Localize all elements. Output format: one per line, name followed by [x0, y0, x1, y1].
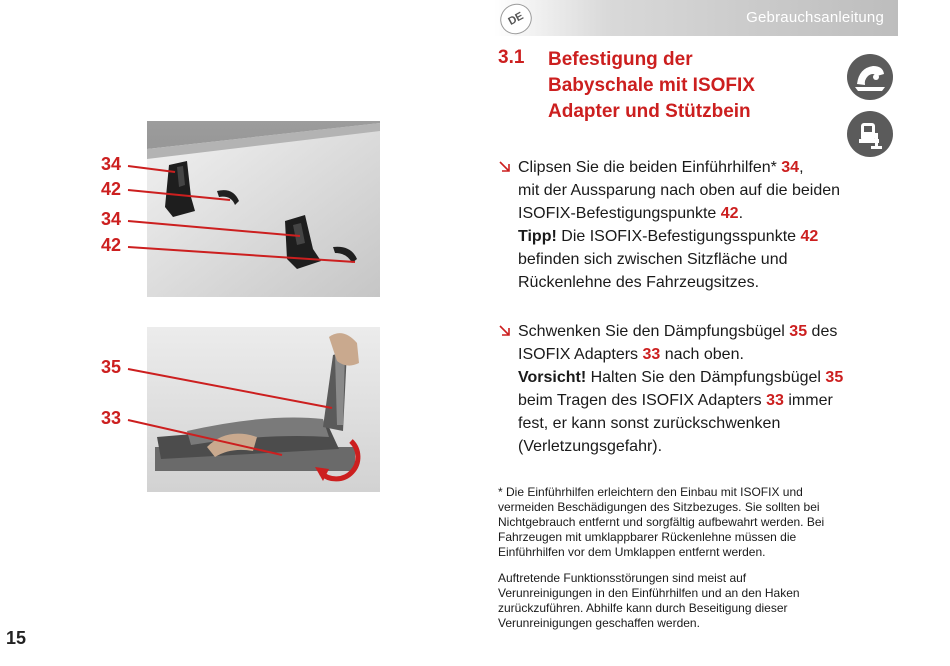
instruction-text: Rückenlehne des Fahrzeugsitzes. [518, 274, 760, 291]
note-line: Verunreinigungen in den Einführhilfen und an den Haken [498, 586, 800, 600]
instruction-text: nach oben. [660, 346, 744, 363]
instruction-text: Schwenken Sie den Dämpfungsbügel [518, 323, 790, 340]
header-title: Gebrauchsanleitung [746, 9, 884, 26]
footnote-line: vermeiden Beschädigungen des Sitzbezuges. Sie sollten bei [498, 500, 820, 514]
instruction-step [498, 320, 898, 458]
part-number: 42 [720, 205, 739, 222]
callout-number: 33 [101, 408, 122, 428]
instruction-text: ISOFIX-Befestigungspunkte [518, 205, 721, 222]
tip-label: Tipp! [518, 228, 557, 245]
note-line: Verunreinigungen geschaffen werden. [498, 616, 700, 630]
section-number: 3.1 [498, 47, 525, 68]
section-title [548, 47, 818, 125]
instruction-text: ISOFIX Adapters [518, 346, 643, 363]
damping-bracket-photo [147, 327, 380, 492]
instruction-step [498, 156, 898, 294]
callout-number: 35 [101, 357, 122, 377]
instruction-text: beim Tragen des ISOFIX Adapters [518, 392, 767, 409]
instruction-text: . [738, 205, 744, 222]
instruction-text: Die ISOFIX-Befestigungsspunkte [556, 228, 801, 245]
instruction-arrow-icon [498, 160, 512, 174]
instruction-text: Halten Sie den Dämpfungsbügel [586, 369, 826, 386]
part-number: 34 [781, 159, 800, 176]
instruction-text: immer [783, 392, 833, 409]
header-bar [494, 0, 898, 36]
isofix-seat-icon [847, 54, 893, 100]
instruction-text: fest, er kann sonst zurückschwenken [518, 415, 781, 432]
section-title-line: Babyschale mit ISOFIX [548, 75, 755, 96]
callout-number: 42 [101, 235, 122, 255]
note-line: zurückzuführen. Abhilfe kann durch Beseitigung dieser [498, 601, 788, 615]
footnote-line: Einführhilfen vor dem Umklappen entfernt werden. [498, 545, 766, 559]
part-number: 33 [642, 346, 661, 363]
instruction-text: mit der Aussparung nach oben auf die beiden [518, 182, 841, 199]
part-number: 35 [789, 323, 808, 340]
part-number: 33 [766, 392, 784, 409]
footnote-line: Fahrzeugen mit umklappbarer Rückenlehne müssen die [498, 530, 797, 544]
support-leg-icon [847, 111, 893, 157]
part-number: 35 [825, 369, 844, 386]
callout-number: 42 [101, 179, 122, 199]
callout-number: 34 [101, 154, 122, 174]
language-badge: DE [495, 0, 537, 40]
instruction-text: Clipsen Sie die beiden Einführhilfen* [518, 159, 782, 176]
instruction-text: befinden sich zwischen Sitzfläche und [518, 251, 788, 268]
malfunction-note [498, 571, 888, 631]
note-line: Auftretende Funktionsstörungen sind meist auf [498, 571, 747, 585]
part-number: 42 [800, 228, 819, 245]
instruction-text: (Verletzungsgefahr). [518, 438, 663, 455]
instruction-text: des [807, 323, 838, 340]
instruction-arrow-icon [498, 324, 512, 338]
section-title-line: Adapter und Stützbein [548, 101, 751, 122]
footnote-line: Nichtgebrauch entfernt und sorgfältig aufbewahrt werden. Bei [498, 515, 825, 529]
callout-number: 34 [101, 209, 122, 229]
page-number: 15 [6, 628, 27, 648]
section-title-line: Befestigung der [548, 49, 693, 70]
caution-label: Vorsicht! [518, 369, 587, 386]
footnote-line: * Die Einführhilfen erleichtern den Einbau mit ISOFIX und [498, 485, 803, 499]
footnote [498, 485, 888, 560]
isofix-guide-photo [147, 121, 380, 297]
instruction-text: , [799, 159, 804, 176]
